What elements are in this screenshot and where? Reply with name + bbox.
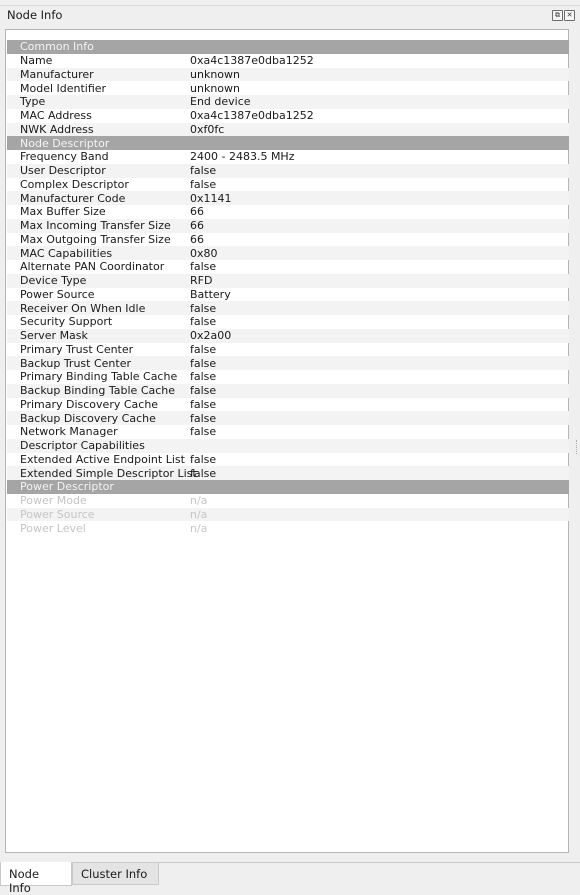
table-row[interactable]	[7, 260, 569, 274]
row-value: 0xa4c1387e0dba1252	[190, 54, 314, 68]
tab-cluster-info[interactable]: Cluster Info	[72, 863, 159, 885]
row-key: Network Manager	[20, 425, 118, 439]
table-row[interactable]	[7, 329, 569, 343]
row-key: Power Level	[20, 521, 86, 535]
row-value: Battery	[190, 287, 231, 301]
dock-title: Node Info	[7, 8, 63, 22]
tab-node-info[interactable]: Node Info	[0, 862, 72, 886]
row-key: Manufacturer Code	[20, 191, 126, 205]
row-value: false	[190, 164, 217, 178]
row-key: Extended Active Endpoint List	[20, 452, 185, 466]
table-row[interactable]	[7, 343, 569, 357]
table-row[interactable]	[7, 301, 569, 315]
row-key: Power Mode	[20, 494, 87, 508]
row-value: 2400 - 2483.5 MHz	[190, 150, 295, 164]
row-value: false	[190, 452, 217, 466]
table-row[interactable]	[7, 288, 569, 302]
row-key: Primary Trust Center	[20, 342, 134, 356]
table-row[interactable]	[7, 233, 569, 247]
table-row[interactable]	[7, 68, 569, 82]
row-key: Manufacturer	[20, 67, 94, 81]
table-row[interactable]	[7, 191, 569, 205]
row-key: Extended Simple Descriptor List	[20, 466, 197, 480]
row-key: Power Source	[20, 507, 95, 521]
table-row[interactable]	[7, 123, 569, 137]
row-key: User Descriptor	[20, 164, 106, 178]
row-key: Type	[20, 95, 46, 109]
section-header[interactable]	[7, 136, 569, 150]
row-value: false	[190, 177, 217, 191]
table-row[interactable]	[7, 178, 569, 192]
table-row[interactable]	[7, 95, 569, 109]
row-value: n/a	[190, 494, 208, 508]
row-key: Backup Trust Center	[20, 356, 131, 370]
row-value: false	[190, 466, 217, 480]
row-value: false	[190, 301, 217, 315]
row-value: 0x1141	[190, 191, 232, 205]
row-key: NWK Address	[20, 122, 94, 136]
section-title: Common Info	[20, 40, 94, 54]
section-title: Node Descriptor	[20, 136, 110, 150]
row-value: End device	[190, 95, 251, 109]
table-row[interactable]	[7, 274, 569, 288]
table-row[interactable]	[7, 466, 569, 480]
row-value: false	[190, 425, 217, 439]
table-row[interactable]	[7, 521, 569, 535]
table-row[interactable]	[7, 164, 569, 178]
row-key: Device Type	[20, 274, 87, 288]
float-icon[interactable]: ⧉	[552, 10, 563, 21]
row-key: Security Support	[20, 315, 113, 329]
dock-title-bar	[0, 0, 580, 26]
row-key: Primary Discovery Cache	[20, 397, 159, 411]
table-row[interactable]	[7, 384, 569, 398]
row-value: false	[190, 384, 217, 398]
table-row[interactable]	[7, 398, 569, 412]
row-value: false	[190, 260, 217, 274]
row-key: Receiver On When Idle	[20, 301, 146, 315]
table-row[interactable]	[7, 205, 569, 219]
table-row[interactable]	[7, 425, 569, 439]
table-row[interactable]	[7, 109, 569, 123]
row-value: false	[190, 356, 217, 370]
row-key: Name	[20, 54, 53, 68]
row-key: Power Source	[20, 287, 95, 301]
row-key: Alternate PAN Coordinator	[20, 260, 165, 274]
table-row[interactable]	[7, 508, 569, 522]
row-value: n/a	[190, 507, 208, 521]
table-row[interactable]	[7, 439, 569, 453]
tab-bar	[0, 862, 580, 893]
node-info-table[interactable]	[7, 40, 569, 535]
row-value: 66	[190, 219, 204, 233]
row-value: false	[190, 342, 217, 356]
row-value: unknown	[190, 67, 240, 81]
row-value: false	[190, 315, 217, 329]
row-value: 66	[190, 205, 204, 219]
splitter-handle[interactable]	[576, 440, 580, 454]
table-row[interactable]	[7, 453, 569, 467]
dock-buttons	[552, 10, 575, 21]
row-value: false	[190, 397, 217, 411]
row-value: 0xa4c1387e0dba1252	[190, 109, 314, 123]
row-value: 66	[190, 232, 204, 246]
row-key: Backup Binding Table Cache	[20, 384, 176, 398]
row-key: Server Mask	[20, 329, 88, 343]
table-row[interactable]	[7, 246, 569, 260]
table-row[interactable]	[7, 370, 569, 384]
table-row[interactable]	[7, 411, 569, 425]
row-key: Max Incoming Transfer Size	[20, 219, 171, 233]
row-key: Backup Discovery Cache	[20, 411, 156, 425]
row-key: MAC Capabilities	[20, 246, 113, 260]
row-key: Model Identifier	[20, 81, 107, 95]
section-title: Power Descriptor	[20, 480, 114, 494]
row-value: 0xf0fc	[190, 122, 225, 136]
table-row[interactable]	[7, 150, 569, 164]
row-value: false	[190, 411, 217, 425]
row-value: RFD	[190, 274, 213, 288]
row-value: unknown	[190, 81, 240, 95]
row-value: false	[190, 370, 217, 384]
row-key: Primary Binding Table Cache	[20, 370, 178, 384]
row-key: Complex Descriptor	[20, 177, 129, 191]
row-value: 0x2a00	[190, 329, 232, 343]
section-header[interactable]	[7, 480, 569, 494]
table-row[interactable]	[7, 54, 569, 68]
section-header[interactable]	[7, 40, 569, 54]
close-icon[interactable]: ✕	[564, 10, 575, 21]
table-row[interactable]	[7, 219, 569, 233]
row-key: Descriptor Capabilities	[20, 439, 145, 453]
table-row[interactable]	[7, 81, 569, 95]
row-key: MAC Address	[20, 109, 92, 123]
row-value: 0x80	[190, 246, 218, 260]
row-value: n/a	[190, 521, 208, 535]
table-row[interactable]	[7, 356, 569, 370]
node-info-panel	[5, 29, 569, 853]
row-key: Frequency Band	[20, 150, 109, 164]
table-row[interactable]	[7, 315, 569, 329]
table-row[interactable]	[7, 494, 569, 508]
row-key: Max Outgoing Transfer Size	[20, 232, 171, 246]
row-key: Max Buffer Size	[20, 205, 106, 219]
